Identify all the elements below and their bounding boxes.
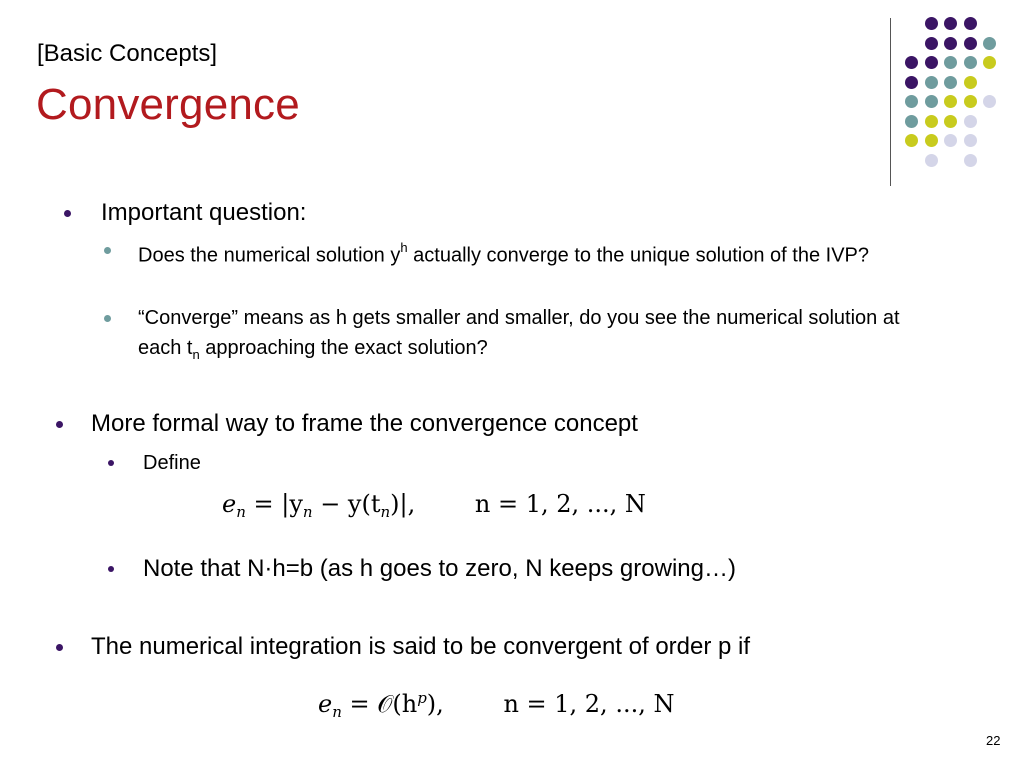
sub-bullet-converge-question: [104, 235, 949, 271]
bullet-text: More formal way to frame the convergence concept: [91, 410, 638, 437]
equation-error-definition: $e_n = |y_n - y(t_n)|$, n = 1, 2, ..., N: [222, 490, 646, 521]
bullet-dot: [56, 644, 63, 651]
decorative-dot: [925, 154, 938, 167]
decorative-dot: [983, 56, 996, 69]
sub-bullet-dot: [108, 460, 114, 466]
bullet-convergent-order: [56, 633, 906, 661]
slide-subtitle: [Basic Concepts]: [37, 40, 218, 67]
bullet-text: The numerical integration is said to be convergent of order p if: [91, 633, 751, 660]
bullet-formal-way: [56, 410, 856, 438]
decorative-dot: [925, 134, 938, 147]
sub-bullet-note: [108, 555, 908, 583]
bullet-dot: [64, 210, 71, 217]
decorative-dot: [944, 37, 957, 50]
equation-order-definition: $e_n$ = $𝒪(h^p)$, n = 1, 2, ..., N: [318, 689, 675, 721]
decorative-dot: [905, 95, 918, 108]
decorative-dot: [944, 76, 957, 89]
sub-bullet-text: Define: [143, 452, 201, 474]
bullet-important-question: [64, 199, 864, 227]
page-number: 22: [986, 733, 1001, 748]
decorative-dot: [944, 17, 957, 30]
sub-bullet-dot: [108, 566, 114, 572]
title-divider: [890, 18, 891, 186]
bullet-text: Important question:: [101, 199, 307, 226]
decorative-dot: [905, 115, 918, 128]
decorative-dot: [983, 95, 996, 108]
sub-bullet-text: Does the numerical solution $y^h$ actually converge to the unique solution of the IVP?: [138, 240, 870, 267]
equation-range: n = 1, 2, ..., N: [474, 490, 646, 518]
decorative-dot: [905, 56, 918, 69]
bullet-dot: [56, 421, 63, 428]
sub-bullet-text: “Converge” means as h gets smaller and smaller, do you see the numerical solution at each $t_n$ approaching the exact solution?: [138, 307, 900, 362]
decorative-dot: [964, 134, 977, 147]
sub-bullet-text: Note that N·h=b (as h goes to zero, N keeps growing…): [143, 555, 736, 582]
decorative-dot: [944, 95, 957, 108]
decorative-dot: [964, 56, 977, 69]
decorative-dot: [925, 76, 938, 89]
decorative-dot: [925, 56, 938, 69]
sub-bullet-dot: [104, 247, 111, 254]
sub-bullet-converge-meaning: [104, 303, 904, 370]
decorative-dot: [925, 115, 938, 128]
decorative-dot: [964, 76, 977, 89]
sub-bullet-define: [108, 448, 508, 478]
decorative-dot: [925, 95, 938, 108]
decorative-dot: [983, 37, 996, 50]
decorative-dot: [944, 56, 957, 69]
decorative-dot: [944, 134, 957, 147]
slide-title: Convergence: [36, 80, 300, 129]
decorative-dot: [905, 76, 918, 89]
decorative-dot: [925, 17, 938, 30]
decorative-dot: [964, 17, 977, 30]
decorative-dot: [964, 154, 977, 167]
sub-bullet-dot: [104, 315, 111, 322]
decorative-dot: [964, 95, 977, 108]
decorative-dot-grid: [905, 17, 1000, 167]
decorative-dot: [925, 37, 938, 50]
decorative-dot: [944, 115, 957, 128]
equation-range: n = 1, 2, ..., N: [503, 690, 675, 718]
decorative-dot: [964, 37, 977, 50]
decorative-dot: [905, 134, 918, 147]
decorative-dot: [964, 115, 977, 128]
